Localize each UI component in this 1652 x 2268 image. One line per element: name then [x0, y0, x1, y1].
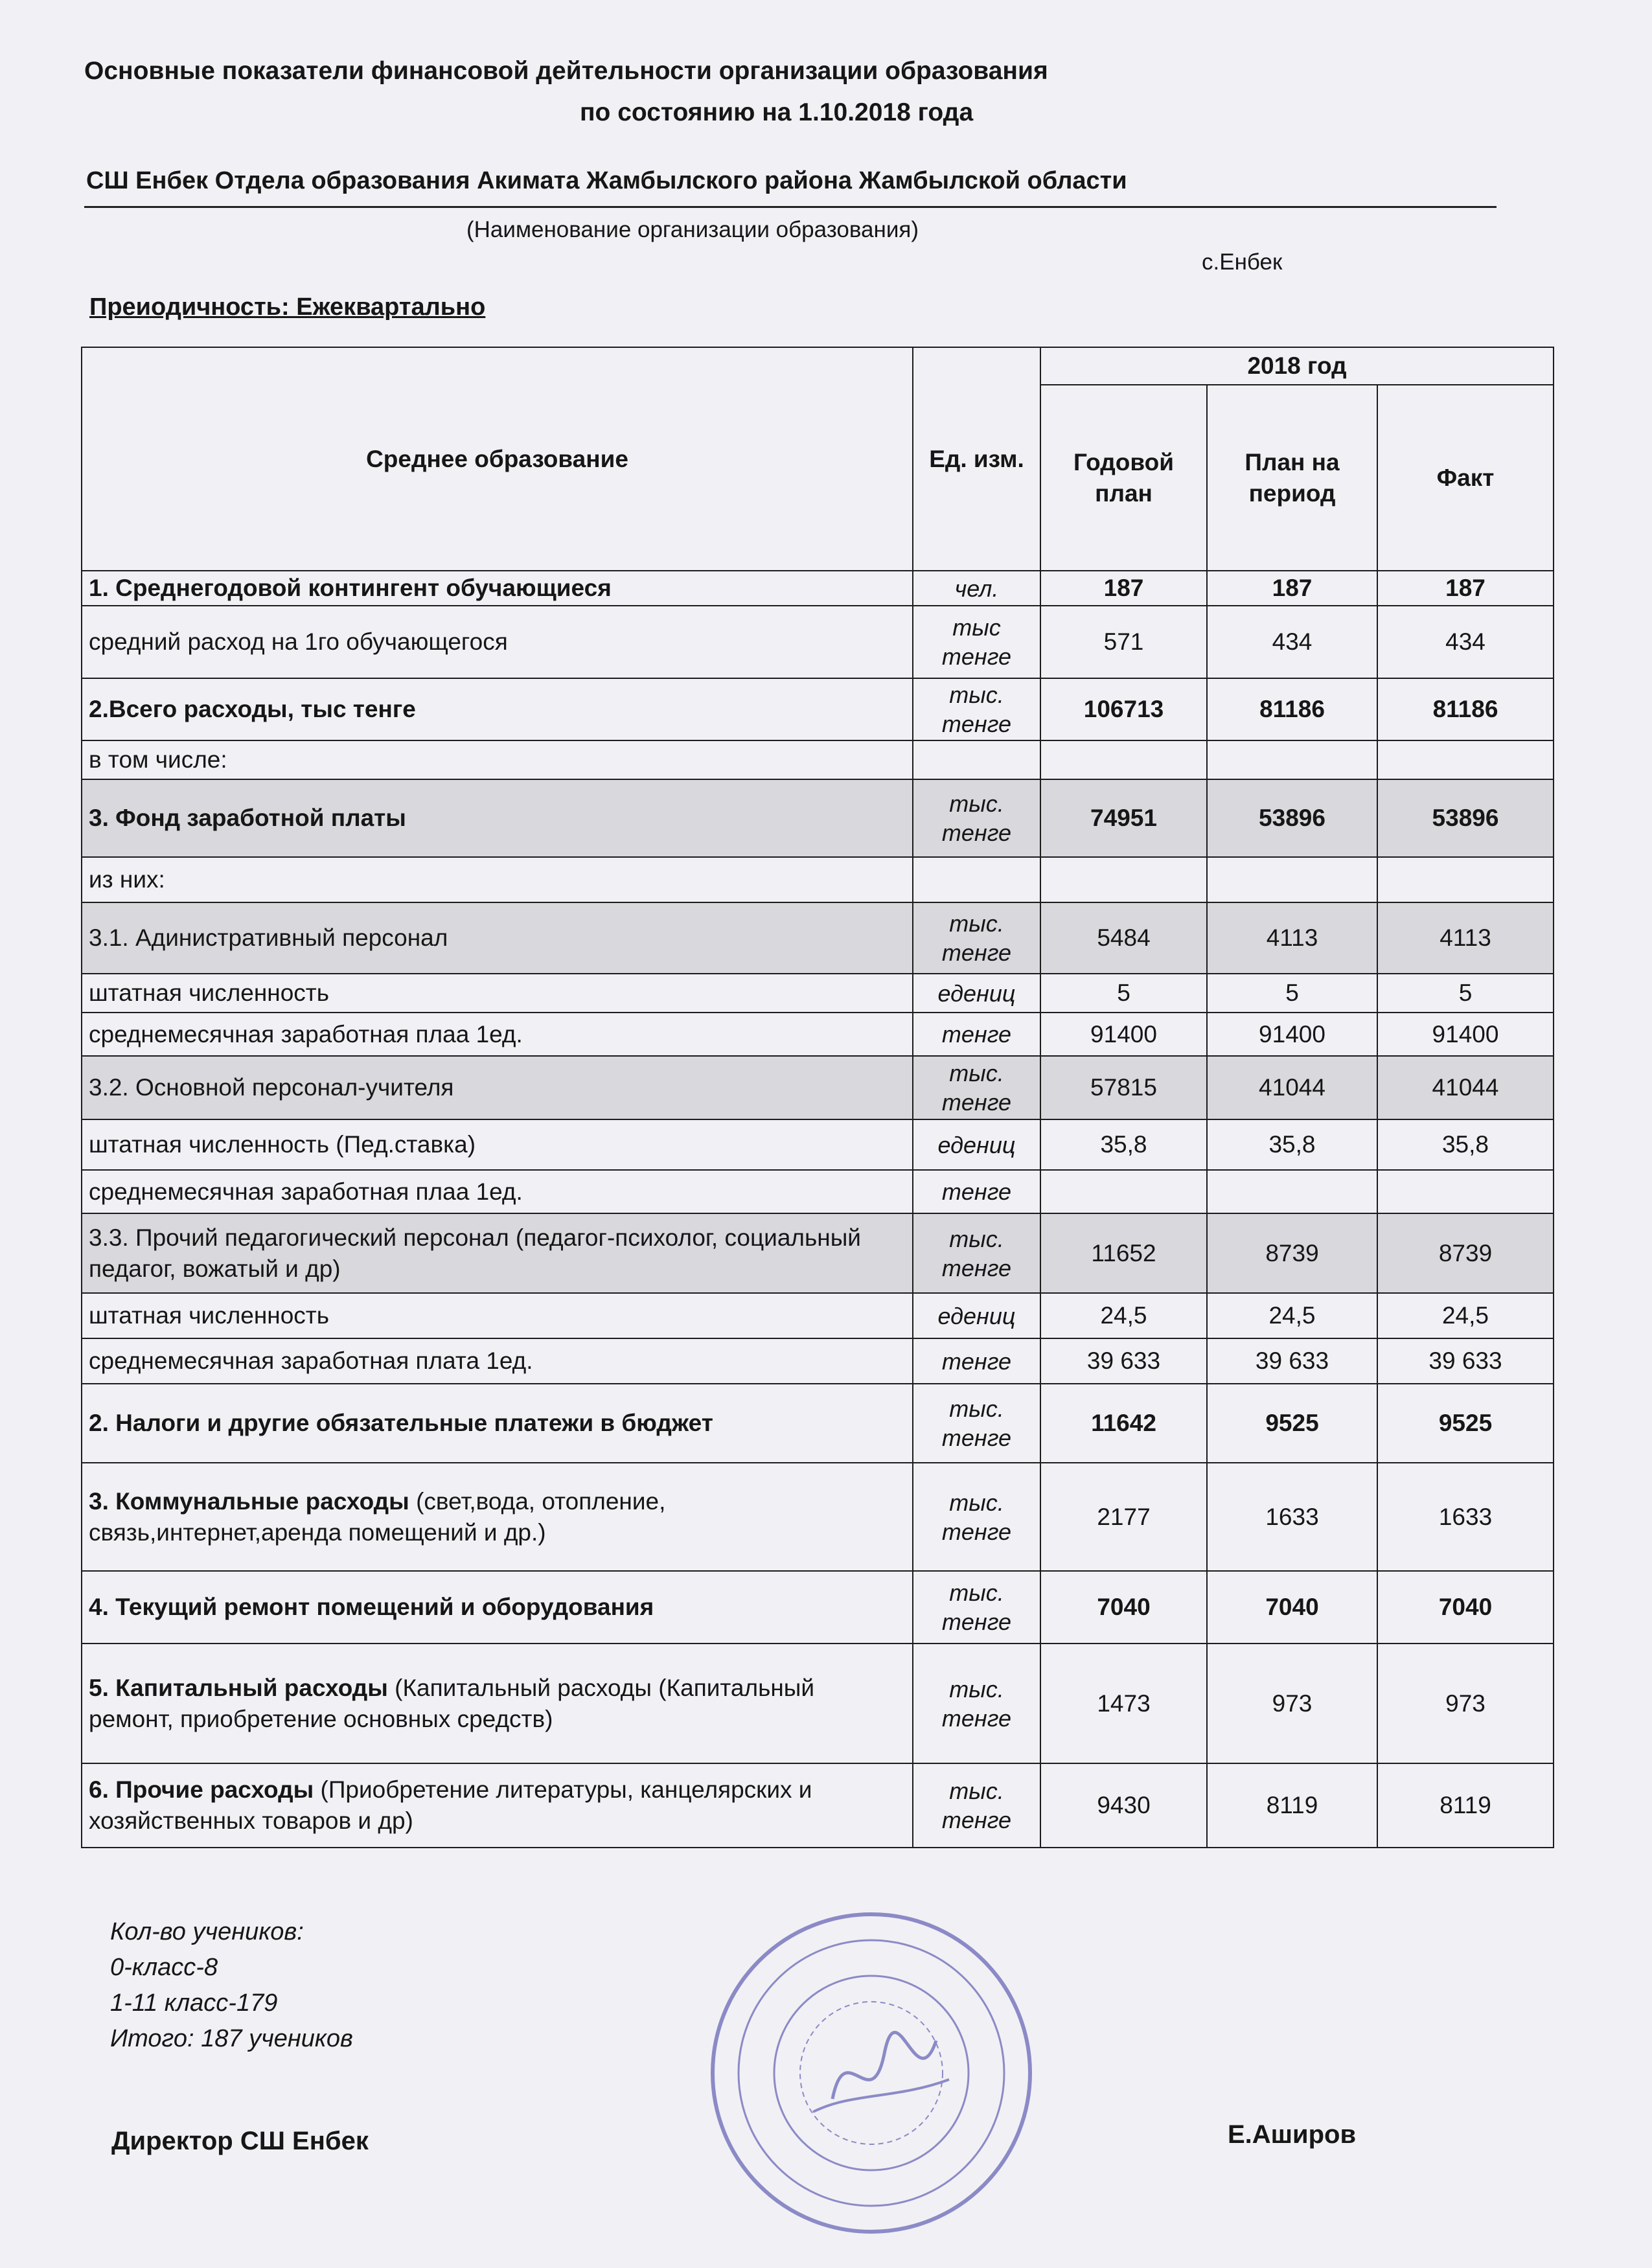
table-row: [82, 902, 1554, 974]
organization-name: СШ Енбек Отдела образования Акимата Жамбылского района Жамбылской области: [86, 167, 1127, 194]
director-title: Директор СШ Енбек: [111, 2127, 369, 2155]
row-annual-plan: 57815: [1040, 1056, 1207, 1119]
row-period-plan: 973: [1207, 1644, 1377, 1763]
row-fact: 8119: [1377, 1763, 1554, 1848]
row-label: 2. Налоги и другие обязательные платежи в бюджет: [82, 1384, 913, 1463]
row-label: [82, 1763, 913, 1848]
row-label: 3.1. Адинистративный персонал: [82, 902, 913, 974]
table-row: [82, 1056, 1554, 1119]
row-period-plan: 35,8: [1207, 1119, 1377, 1170]
row-label: 1. Среднегодовой контингент обучающиеся: [82, 571, 913, 606]
header-unit: Ед. изм.: [913, 347, 1040, 571]
row-period-plan: 24,5: [1207, 1293, 1377, 1338]
header-section: Среднее образование: [82, 347, 913, 571]
row-period-plan: 91400: [1207, 1013, 1377, 1056]
financial-indicators-table: [81, 347, 1554, 1848]
row-unit: тыс. тенге: [913, 1213, 1040, 1293]
row-label: штатная численность: [82, 974, 913, 1013]
village-name: с.Енбек: [1202, 249, 1283, 275]
table-row: [82, 1293, 1554, 1338]
row-unit: тыс. тенге: [913, 1571, 1040, 1644]
row-unit: тыс. тенге: [913, 678, 1040, 740]
row-annual-plan: 11642: [1040, 1384, 1207, 1463]
row-period-plan: 5: [1207, 974, 1377, 1013]
row-label-bold: 6. Прочие расходы: [89, 1776, 314, 1803]
table-row: [82, 1170, 1554, 1213]
table-row: [82, 1384, 1554, 1463]
header-period-plan: План на период: [1207, 385, 1377, 571]
students-note-line: 1-11 класс-179: [110, 1989, 278, 2017]
row-annual-plan: 2177: [1040, 1463, 1207, 1571]
row-fact: [1377, 1170, 1554, 1213]
row-unit: едениц: [913, 1293, 1040, 1338]
row-unit: тыс. тенге: [913, 1056, 1040, 1119]
row-period-plan: 1633: [1207, 1463, 1377, 1571]
table-row: [82, 1213, 1554, 1293]
row-label-detail: (Капитальный расходы (Капитальный ремонт, приобретение основных средств): [89, 1674, 815, 1732]
students-note-line: 0-класс-8: [110, 1954, 218, 1981]
document-subtitle-date: по состоянию на 1.10.2018 года: [580, 98, 974, 126]
row-annual-plan: 106713: [1040, 678, 1207, 740]
row-period-plan: [1207, 857, 1377, 902]
row-period-plan: 434: [1207, 606, 1377, 678]
row-fact: [1377, 740, 1554, 779]
table-row: [82, 1571, 1554, 1644]
row-period-plan: 41044: [1207, 1056, 1377, 1119]
row-unit: тыс. тенге: [913, 902, 1040, 974]
row-label: в том числе:: [82, 740, 913, 779]
row-fact: 1633: [1377, 1463, 1554, 1571]
row-annual-plan: 1473: [1040, 1644, 1207, 1763]
row-period-plan: [1207, 740, 1377, 779]
row-unit: тыс тенге: [913, 606, 1040, 678]
table-row: [82, 606, 1554, 678]
students-note-line: Итого: 187 учеников: [110, 2025, 353, 2052]
students-note: [110, 1914, 353, 2057]
row-fact: 187: [1377, 571, 1554, 606]
table-header-row: [82, 347, 1554, 385]
row-label-bold: 5. Капитальный расходы: [89, 1674, 388, 1701]
table-row: [82, 1463, 1554, 1571]
row-annual-plan: 187: [1040, 571, 1207, 606]
row-label: среднемесячная заработная плаа 1ед.: [82, 1170, 913, 1213]
row-annual-plan: [1040, 1170, 1207, 1213]
row-label: 3.3. Прочий педагогический персонал (педагог-психолог, социальный педагог, вожатый и др): [82, 1213, 913, 1293]
row-annual-plan: 35,8: [1040, 1119, 1207, 1170]
row-annual-plan: 9430: [1040, 1763, 1207, 1848]
row-unit: едениц: [913, 974, 1040, 1013]
row-fact: 8739: [1377, 1213, 1554, 1293]
header-year: 2018 год: [1040, 347, 1554, 385]
row-unit: тыс. тенге: [913, 1384, 1040, 1463]
row-label: штатная численность: [82, 1293, 913, 1338]
table-row: [82, 1763, 1554, 1848]
row-label: из них:: [82, 857, 913, 902]
row-fact: 973: [1377, 1644, 1554, 1763]
row-annual-plan: 7040: [1040, 1571, 1207, 1644]
row-period-plan: 8739: [1207, 1213, 1377, 1293]
row-fact: 41044: [1377, 1056, 1554, 1119]
row-label-detail: (свет,вода, отопление, связь,интернет,аренда помещений и др.): [89, 1487, 666, 1546]
table-row: [82, 1013, 1554, 1056]
row-period-plan: 4113: [1207, 902, 1377, 974]
organization-caption: (Наименование организации образования): [466, 217, 919, 242]
document-title: Основные показатели финансовой дейтельности организации образования: [84, 57, 1048, 85]
table-row: [82, 571, 1554, 606]
official-stamp-icon: [703, 1905, 1040, 2241]
row-fact: 434: [1377, 606, 1554, 678]
table-row: [82, 1338, 1554, 1384]
header-annual-plan: Годовой план: [1040, 385, 1207, 571]
row-annual-plan: 39 633: [1040, 1338, 1207, 1384]
row-fact: 81186: [1377, 678, 1554, 740]
row-fact: 53896: [1377, 779, 1554, 857]
row-label-bold: 3. Коммунальные расходы: [89, 1487, 409, 1515]
director-name: Е.Аширов: [1228, 2120, 1357, 2149]
students-note-line: Кол-во учеников:: [110, 1918, 304, 1945]
table-row: [82, 678, 1554, 740]
row-label: штатная численность (Пед.ставка): [82, 1119, 913, 1170]
row-unit: тенге: [913, 1170, 1040, 1213]
row-unit: тыс. тенге: [913, 1644, 1040, 1763]
periodicity: Преиодичность: Ежеквартально: [89, 293, 486, 321]
row-annual-plan: 11652: [1040, 1213, 1207, 1293]
row-period-plan: 7040: [1207, 1571, 1377, 1644]
row-annual-plan: 5484: [1040, 902, 1207, 974]
table-row: [82, 1644, 1554, 1763]
row-label: 2.Всего расходы, тыс тенге: [82, 678, 913, 740]
row-annual-plan: [1040, 740, 1207, 779]
row-annual-plan: 571: [1040, 606, 1207, 678]
table-row: [82, 974, 1554, 1013]
row-label: [82, 1463, 913, 1571]
row-period-plan: 187: [1207, 571, 1377, 606]
row-annual-plan: 91400: [1040, 1013, 1207, 1056]
row-fact: 4113: [1377, 902, 1554, 974]
table-row: [82, 779, 1554, 857]
row-period-plan: [1207, 1170, 1377, 1213]
row-label: средний расход на 1го обучающегося: [82, 606, 913, 678]
row-period-plan: 39 633: [1207, 1338, 1377, 1384]
row-label: среднемесячная заработная плата 1ед.: [82, 1338, 913, 1384]
row-period-plan: 81186: [1207, 678, 1377, 740]
row-label: 3. Фонд заработной платы: [82, 779, 913, 857]
row-period-plan: 53896: [1207, 779, 1377, 857]
row-label: среднемесячная заработная плаа 1ед.: [82, 1013, 913, 1056]
row-label: [82, 1644, 913, 1763]
row-fact: 35,8: [1377, 1119, 1554, 1170]
row-fact: 24,5: [1377, 1293, 1554, 1338]
table-row: [82, 740, 1554, 779]
row-period-plan: 9525: [1207, 1384, 1377, 1463]
row-unit: тыс. тенге: [913, 779, 1040, 857]
row-annual-plan: [1040, 857, 1207, 902]
header-fact: Факт: [1377, 385, 1554, 571]
row-annual-plan: 24,5: [1040, 1293, 1207, 1338]
row-unit: [913, 740, 1040, 779]
row-unit: [913, 857, 1040, 902]
table-row: [82, 1119, 1554, 1170]
table-row: [82, 857, 1554, 902]
row-fact: 7040: [1377, 1571, 1554, 1644]
row-unit: тенге: [913, 1013, 1040, 1056]
row-fact: 5: [1377, 974, 1554, 1013]
row-period-plan: 8119: [1207, 1763, 1377, 1848]
row-unit: тенге: [913, 1338, 1040, 1384]
row-fact: [1377, 857, 1554, 902]
organization-underline: [84, 206, 1497, 208]
row-fact: 91400: [1377, 1013, 1554, 1056]
row-fact: 9525: [1377, 1384, 1554, 1463]
row-label-detail: (Приобретение литературы, канцелярских и хозяйственных товаров и др): [89, 1776, 812, 1834]
row-label: 3.2. Основной персонал-учителя: [82, 1056, 913, 1119]
row-annual-plan: 74951: [1040, 779, 1207, 857]
row-fact: 39 633: [1377, 1338, 1554, 1384]
row-unit: чел.: [913, 571, 1040, 606]
row-unit: едениц: [913, 1119, 1040, 1170]
row-annual-plan: 5: [1040, 974, 1207, 1013]
row-label: 4. Текущий ремонт помещений и оборудования: [82, 1571, 913, 1644]
row-unit: тыс. тенге: [913, 1763, 1040, 1848]
row-unit: тыс. тенге: [913, 1463, 1040, 1571]
